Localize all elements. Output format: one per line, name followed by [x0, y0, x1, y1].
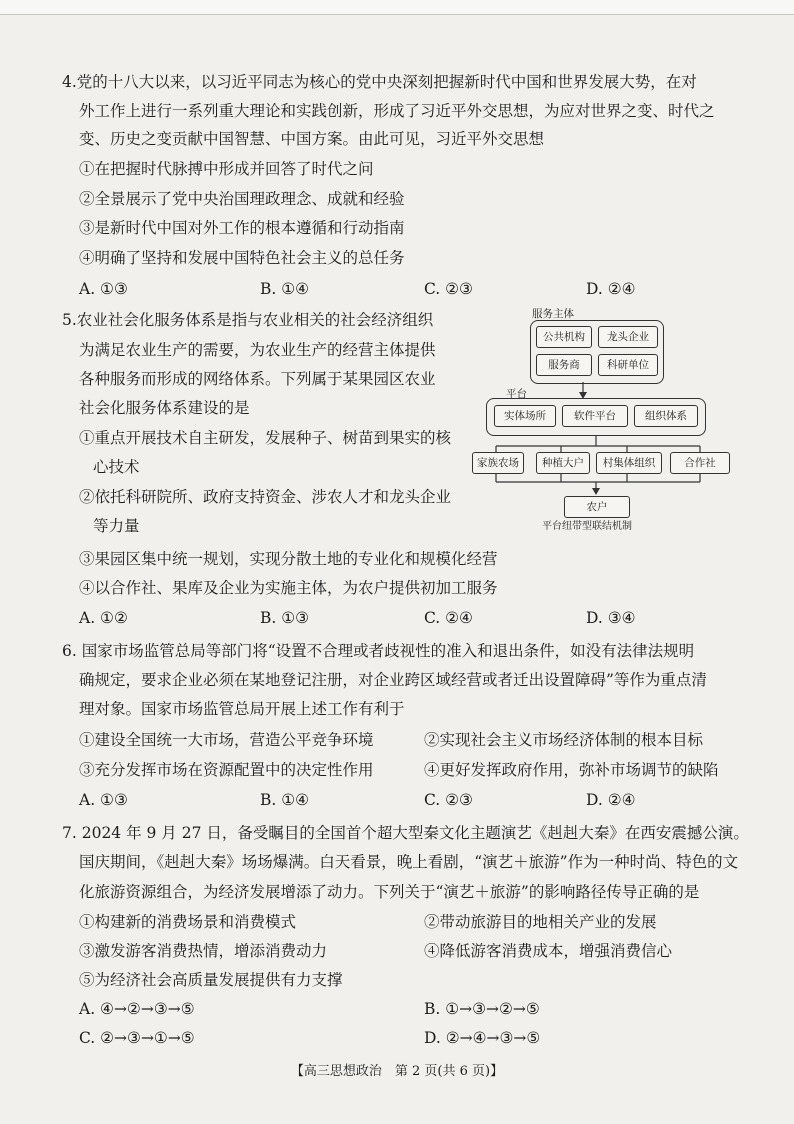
q7-stem-line-3: 化旅游资源组合，为经济发展增添了动力。下列关于“演艺＋旅游”的影响路径传导正确的是 [79, 883, 700, 901]
q7-option-3: ③激发游客消费热情，增添消费动力 [79, 942, 328, 960]
platform-box-software: 软件平台 [562, 405, 628, 427]
page-top-edge [0, 0, 794, 15]
q5-option-2: ②依托科研院所、政府支持资金、涉农人才和龙头企业 [79, 488, 452, 506]
service-box-research: 科研单位 [598, 354, 658, 376]
q5-option-2-cont: 等力量 [93, 517, 140, 535]
q5-option-4: ④以合作社、果库及企业为实施主体，为农户提供初加工服务 [79, 579, 498, 597]
q7-option-4: ④降低游客消费成本，增强消费信心 [424, 942, 673, 960]
q6-option-1: ①建设全国统一大市场，营造公平竞争环境 [79, 731, 374, 749]
platform-box-organization: 组织体系 [634, 405, 698, 427]
q6-choice-a[interactable]: A. ①③ [79, 791, 128, 809]
service-subject-label: 服务主体 [532, 308, 574, 320]
q6-option-2: ②实现社会主义市场经济体制的根本目标 [424, 731, 704, 749]
q4-stem-line-3: 变、历史之变贡献中国智慧、中国方案。由此可见，习近平外交思想 [79, 130, 545, 148]
link-box-village-collective: 村集体组织 [596, 452, 662, 474]
q5-option-1-cont: 心技术 [93, 458, 140, 476]
q5-option-3: ③果园区集中统一规划，实现分散土地的专业化和规模化经营 [79, 550, 498, 568]
link-box-family-farm: 家族农场 [472, 452, 524, 474]
q4-choice-c[interactable]: C. ②③ [424, 280, 473, 298]
q6-option-3: ③充分发挥市场在资源配置中的决定性作用 [79, 761, 374, 779]
service-box-provider: 服务商 [536, 354, 592, 376]
q7-stem-line-1: 7. 2024 年 9 月 27 日，备受瞩目的全国首个超大型秦文化主题演艺《赳赳大秦》在西安震撼公演。 [62, 824, 749, 842]
q6-choice-d[interactable]: D. ②④ [586, 791, 636, 809]
q7-choice-d[interactable]: D. ②→④→③→⑤ [424, 1029, 541, 1047]
q6-choice-c[interactable]: C. ②③ [424, 791, 473, 809]
q7-choice-c[interactable]: C. ②→③→①→⑤ [79, 1029, 195, 1047]
q4-choice-b[interactable]: B. ①④ [260, 280, 310, 298]
q7-option-5: ⑤为经济社会高质量发展提供有力支撑 [79, 971, 343, 989]
q5-choice-c[interactable]: C. ②④ [424, 609, 473, 627]
farmer-box: 农户 [564, 496, 630, 518]
page-footer: 【高三思想政治 第 2 页(共 6 页)】 [290, 1064, 504, 1079]
q5-choice-d[interactable]: D. ③④ [586, 609, 636, 627]
link-box-cooperative: 合作社 [670, 452, 730, 474]
q5-choice-b[interactable]: B. ①③ [260, 609, 310, 627]
q4-stem-line-2: 外工作上进行一系列重大理论和实践创新，形成了习近平外交思想，为应对世界之变、时代之 [79, 102, 715, 120]
service-box-public: 公共机构 [536, 326, 592, 348]
q6-stem-line-2: 确规定，要求企业必须在某地登记注册，对企业跨区域经营或者迁出设置障碍”等作为重点清 [79, 671, 707, 689]
q5-stem-line-2: 为满足农业生产的需要，为农业生产的经营主体提供 [79, 341, 436, 359]
q4-option-2: ②全景展示了党中央治国理政理念、成就和经验 [79, 190, 405, 208]
service-box-leading-enterprise: 龙头企业 [598, 326, 658, 348]
q4-option-4: ④明确了坚持和发展中国特色社会主义的总任务 [79, 249, 405, 267]
q4-option-1: ①在把握时代脉搏中形成并回答了时代之问 [79, 160, 374, 178]
q7-choice-a[interactable]: A. ④→②→③→⑤ [79, 1000, 195, 1018]
q6-stem-line-3: 理对象。国家市场监管总局开展上述工作有利于 [79, 700, 405, 718]
q7-choice-b[interactable]: B. ①→③→②→⑤ [424, 1000, 540, 1018]
platform-label: 平台 [506, 388, 527, 400]
q6-option-4: ④更好发挥政府作用，弥补市场调节的缺陷 [424, 761, 719, 779]
q6-choice-b[interactable]: B. ①④ [260, 791, 310, 809]
q6-stem-line-1: 6. 国家市场监管总局等部门将“设置不合理或者歧视性的准入和退出条件，如没有法律法规明 [62, 642, 695, 660]
q7-option-2: ②带动旅游目的地相关产业的发展 [424, 913, 657, 931]
q4-option-3: ③是新时代中国对外工作的根本遵循和行动指南 [79, 219, 405, 237]
q5-stem-line-1: 5.农业社会化服务体系是指与农业相关的社会经济组织 [62, 311, 434, 329]
q5-stem-line-4: 社会化服务体系建设的是 [79, 399, 250, 417]
q5-option-1: ①重点开展技术自主研发，发展种子、树苗到果实的核 [79, 429, 452, 447]
q7-stem-line-2: 国庆期间，《赳赳大秦》场场爆满。白天看景，晚上看剧，“演艺＋旅游”作为一种时尚、特色的文 [79, 853, 739, 871]
q7-option-1: ①构建新的消费场景和消费模式 [79, 913, 297, 931]
q4-choice-a[interactable]: A. ①③ [79, 280, 128, 298]
q5-choice-a[interactable]: A. ①② [79, 609, 128, 627]
q4-choice-d[interactable]: D. ②④ [586, 280, 636, 298]
platform-link-diagram [472, 306, 734, 530]
diagram-caption: 平台纽带型联结机制 [542, 521, 632, 532]
link-box-large-grower: 种植大户 [536, 452, 590, 474]
platform-box-venue: 实体场所 [494, 405, 556, 427]
q4-stem-line-1: 4.党的十八大以来，以习近平同志为核心的党中央深刻把握新时代中国和世界发展大势，在对 [62, 73, 697, 91]
q5-stem-line-3: 各种服务而形成的网络体系。下列属于某果园区农业 [79, 370, 436, 388]
